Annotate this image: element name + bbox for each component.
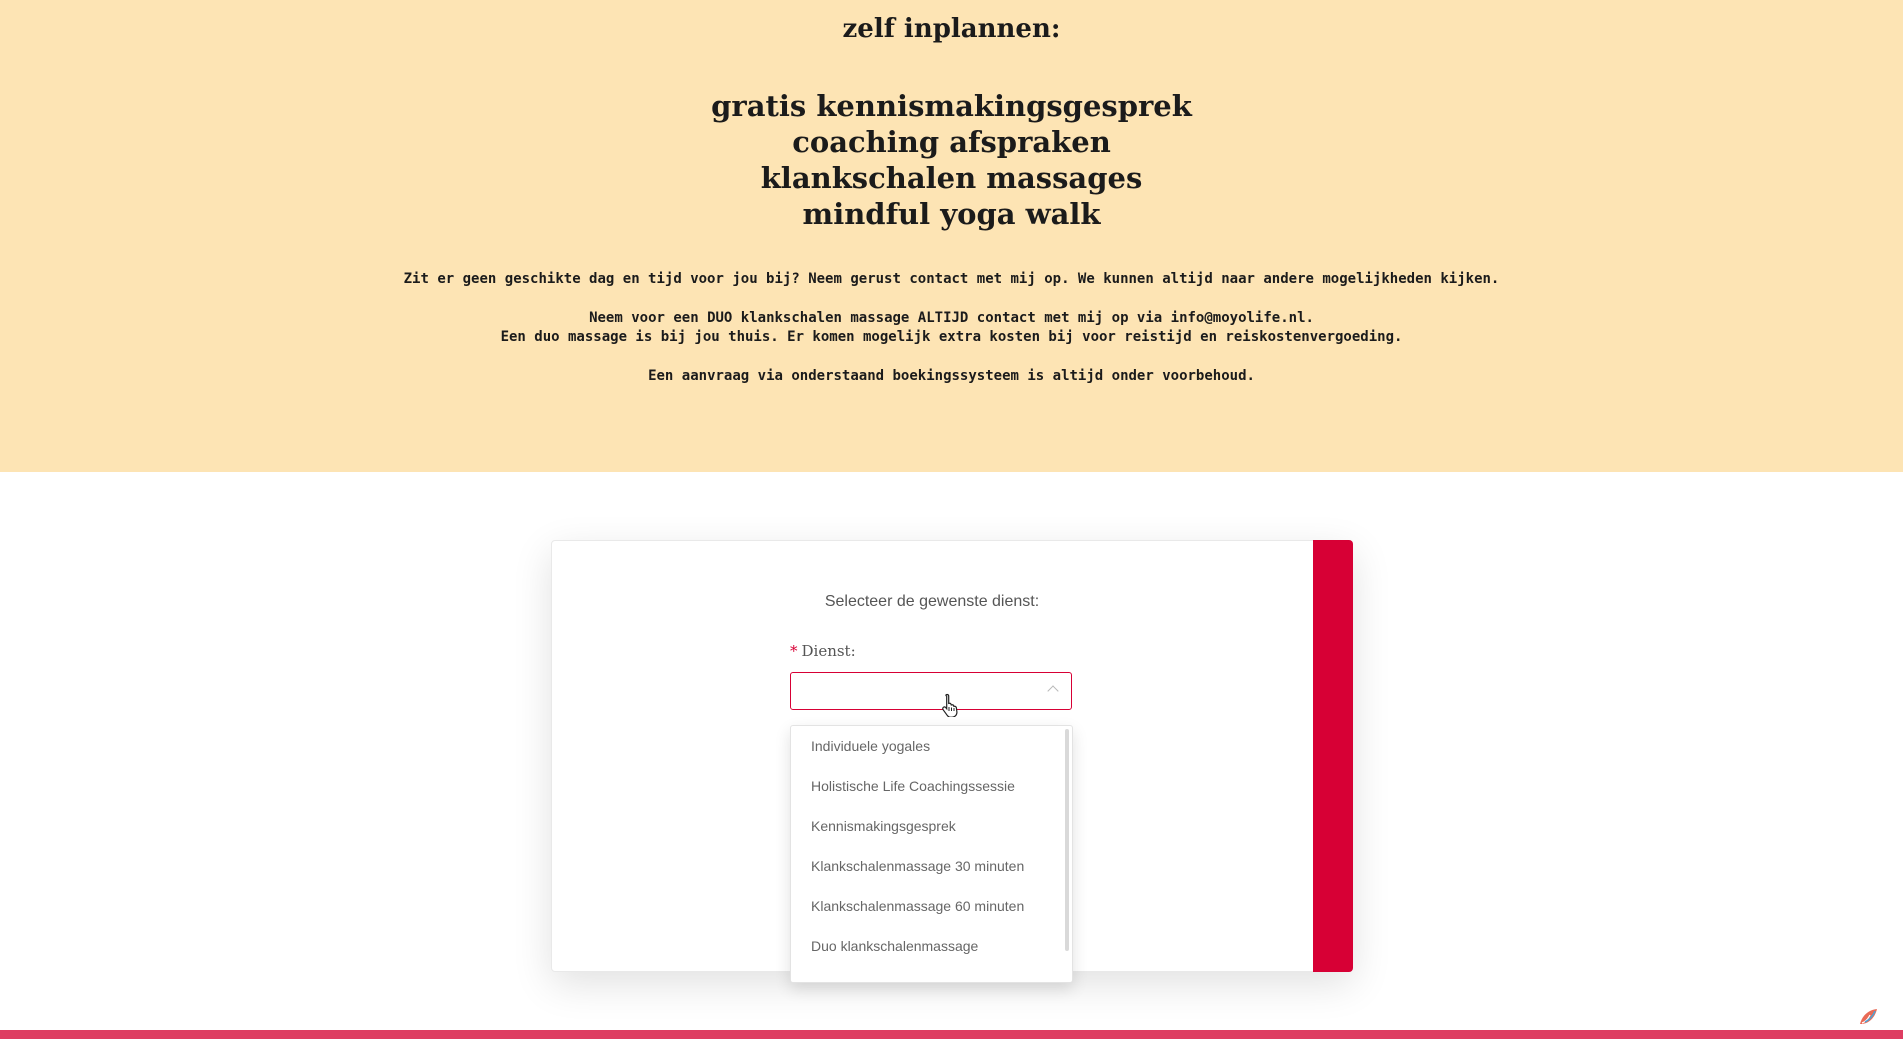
required-indicator: *: [790, 642, 798, 660]
service-item: gratis kennismakingsgesprek: [711, 89, 1192, 123]
service-dropdown[interactable]: [790, 725, 1073, 983]
service-item: klankschalen massages: [760, 161, 1143, 195]
service-option[interactable]: Holistische Life Coachingssessie: [811, 778, 1015, 794]
service-option[interactable]: Klankschalenmassage 60 minuten: [811, 898, 1025, 914]
duo-cost-note: Een duo massage is bij jou thuis. Er komen mogelijk extra kosten bij voor reistijd en reiskostenvergoeding.: [500, 329, 1403, 345]
service-option[interactable]: Klankschalenmassage 30 minuten: [811, 858, 1025, 874]
chevron-up-icon[interactable]: [1047, 685, 1058, 696]
booking-disclaimer: Een aanvraag via onderstaand boekingssysteem is altijd onder voorbehoud.: [648, 368, 1255, 384]
service-field-label: [790, 642, 856, 660]
service-item: coaching afspraken: [792, 125, 1111, 159]
dropdown-scrollbar[interactable]: [1065, 729, 1069, 951]
service-option[interactable]: Duo klankschalenmassage: [811, 938, 979, 954]
hero-title: zelf inplannen:: [842, 14, 1061, 44]
service-select[interactable]: [790, 672, 1072, 710]
availability-note: Zit er geen geschikte dag en tijd voor jou bij? Neem gerust contact met mij op. We kunnen altijd naar andere mogelijkheden kijken.: [403, 271, 1500, 287]
booking-card: [551, 540, 1353, 972]
card-accent-bar: [1313, 540, 1353, 972]
service-options: [791, 726, 1072, 966]
footer-band: [0, 1030, 1903, 1039]
duo-contact-note: Neem voor een DUO klankschalen massage ALTIJD contact met mij op via info@moyolife.nl.: [589, 310, 1314, 326]
hand-pointer-cursor: [941, 693, 959, 717]
chat-widget-icon[interactable]: [1856, 1005, 1880, 1029]
service-option[interactable]: Kennismakingsgesprek: [811, 818, 956, 834]
service-label-text: Dienst:: [801, 642, 856, 660]
service-list: [0, 88, 1903, 232]
service-item: mindful yoga walk: [802, 197, 1101, 231]
hero-section: [0, 0, 1903, 472]
service-option[interactable]: Individuele yogales: [811, 738, 931, 754]
service-prompt: Selecteer de gewenste dienst:: [824, 593, 1040, 610]
